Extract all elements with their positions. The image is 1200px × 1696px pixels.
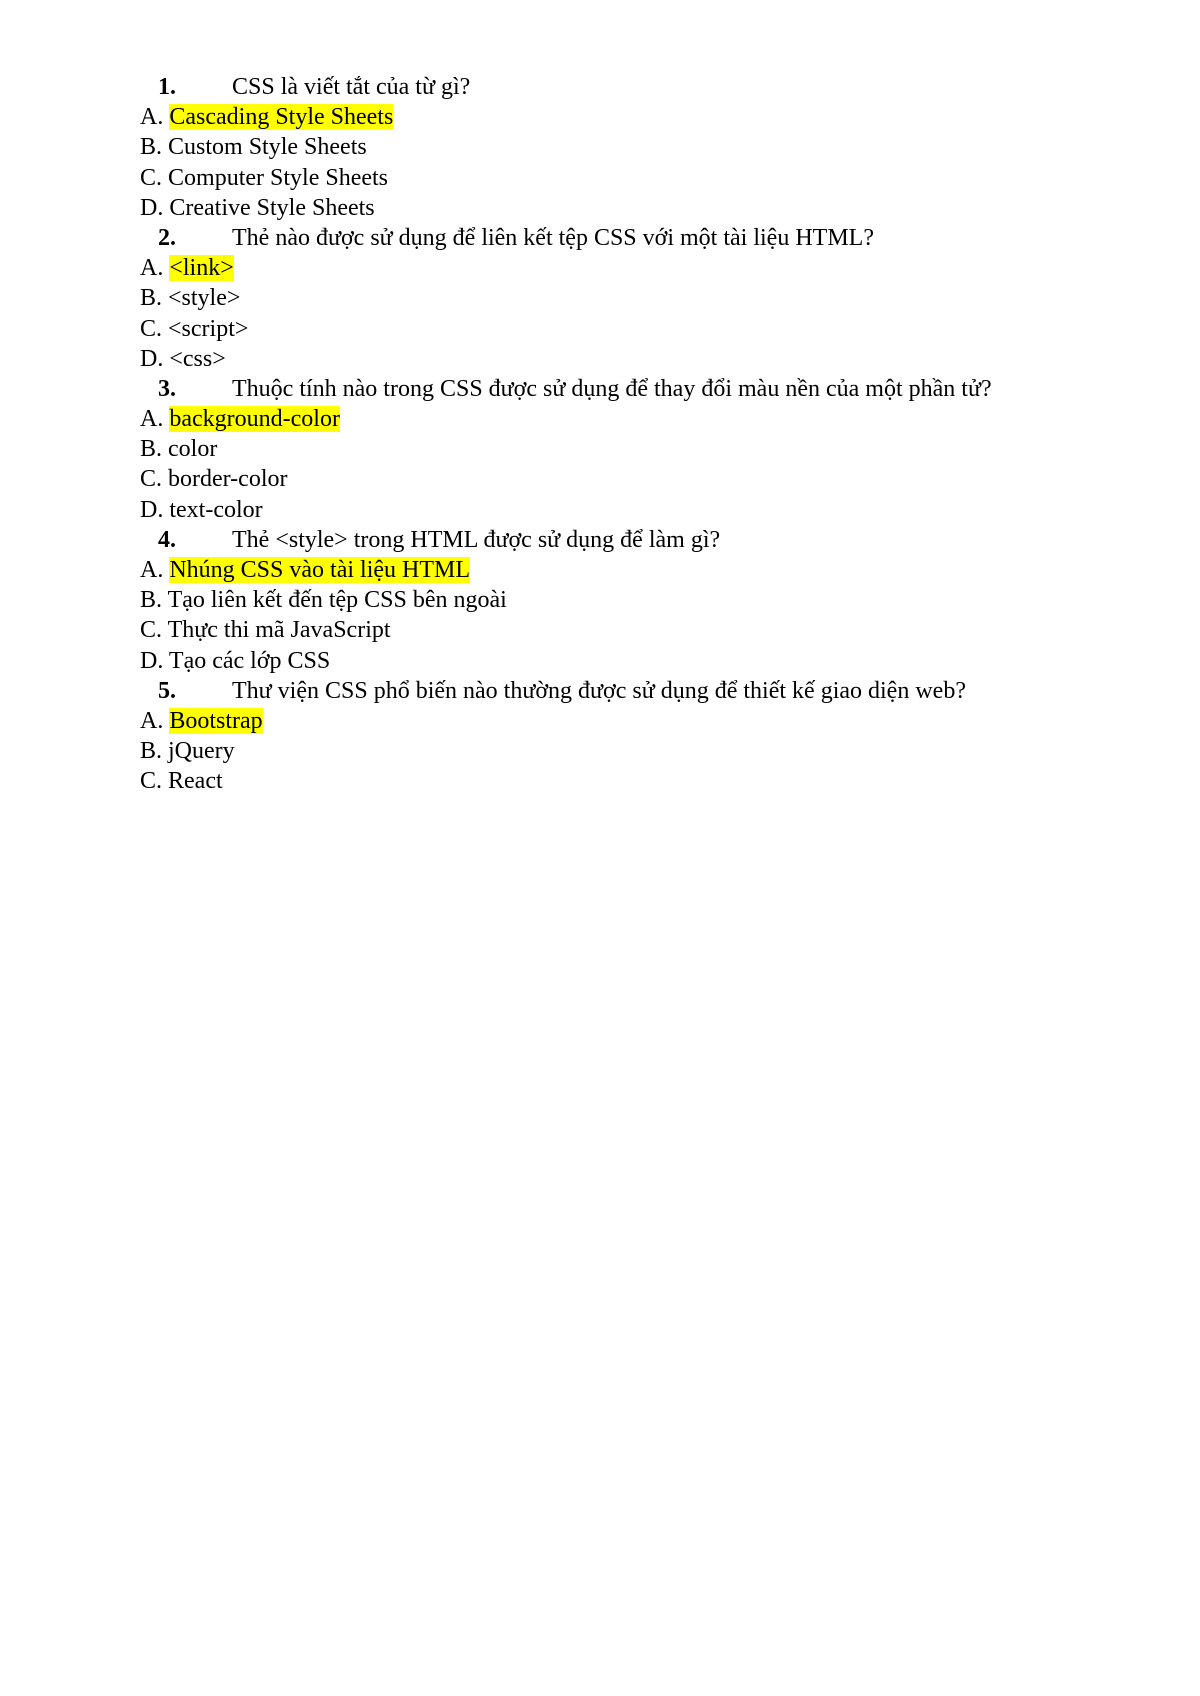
question-3 [140, 374, 1100, 404]
question-1 [140, 72, 1100, 102]
option-letter: A. [140, 557, 170, 583]
option-3b [140, 434, 1100, 464]
question-text: CSS là viết tắt của từ gì? [232, 74, 471, 100]
option-2d [140, 344, 1100, 374]
option-text: Computer Style Sheets [168, 164, 388, 191]
option-text: Custom Style Sheets [168, 134, 367, 161]
option-text: Tạo các lớp CSS [168, 647, 331, 674]
question-number: 3. [158, 375, 176, 402]
option-1a [140, 102, 1100, 132]
question-number: 1. [158, 74, 176, 100]
option-letter: B. [140, 587, 168, 614]
option-text: <style> [168, 285, 241, 312]
option-letter: B. [140, 738, 169, 765]
option-letter: B. [140, 285, 169, 312]
option-5b [140, 736, 1100, 766]
option-letter: C. [140, 164, 169, 191]
option-letter: D. [140, 194, 170, 221]
option-5a [140, 706, 1100, 736]
question-5 [140, 676, 1100, 706]
option-letter: A. [140, 406, 170, 433]
option-3d [140, 495, 1100, 525]
option-letter: D. [140, 345, 170, 372]
option-text: Tạo liên kết đến tệp CSS bên ngoài [167, 587, 507, 614]
option-letter: B. [140, 134, 169, 161]
option-2a [140, 253, 1100, 283]
option-letter: A. [140, 104, 170, 131]
option-text-correct: Bootstrap [169, 707, 263, 734]
option-letter: C. [140, 466, 169, 493]
option-letter: C. [140, 315, 169, 342]
option-5c [140, 766, 1100, 796]
option-4d [140, 646, 1100, 676]
option-text: border-color [168, 466, 288, 493]
option-letter: C. [140, 617, 168, 644]
option-2b [140, 283, 1100, 313]
option-letter: D. [140, 647, 169, 674]
option-text-correct: Nhúng CSS vào tài liệu HTML [169, 557, 470, 583]
option-4b [140, 585, 1100, 615]
question-4 [140, 525, 1100, 555]
question-number: 4. [158, 526, 176, 553]
option-text: React [168, 768, 223, 795]
option-1d [140, 193, 1100, 223]
option-text: Creative Style Sheets [169, 194, 375, 221]
question-text: Thẻ nào được sử dụng để liên kết tệp CSS với một tài liệu HTML? [232, 224, 874, 251]
option-3c [140, 464, 1100, 494]
option-text: <script> [168, 315, 249, 342]
option-text: text-color [169, 496, 263, 523]
option-text: <css> [169, 345, 226, 372]
option-text: color [168, 436, 218, 463]
quiz-document [140, 72, 1100, 797]
option-text: jQuery [168, 738, 235, 765]
option-1c [140, 163, 1100, 193]
question-text: Thuộc tính nào trong CSS được sử dụng để thay đổi màu nền của một phần tử? [232, 375, 992, 402]
option-letter: D. [140, 496, 170, 523]
option-letter: A. [140, 255, 170, 282]
question-number: 5. [158, 677, 176, 704]
option-3a [140, 404, 1100, 434]
option-1b [140, 132, 1100, 162]
option-text-correct: <link> [169, 255, 234, 282]
option-letter: C. [140, 768, 169, 795]
option-text-correct: background-color [169, 406, 340, 433]
option-2c [140, 314, 1100, 344]
question-number: 2. [158, 224, 176, 251]
option-text: Thực thi mã JavaScript [167, 617, 391, 644]
option-letter: A. [140, 707, 170, 734]
option-4a [140, 555, 1100, 585]
question-text: Thư viện CSS phổ biến nào thường được sử dụng để thiết kế giao diện web? [232, 677, 966, 704]
question-2 [140, 223, 1100, 253]
question-text: Thẻ <style> trong HTML được sử dụng để làm gì? [232, 526, 721, 553]
option-letter: B. [140, 436, 169, 463]
option-text-correct: Cascading Style Sheets [169, 104, 394, 131]
option-4c [140, 615, 1100, 645]
